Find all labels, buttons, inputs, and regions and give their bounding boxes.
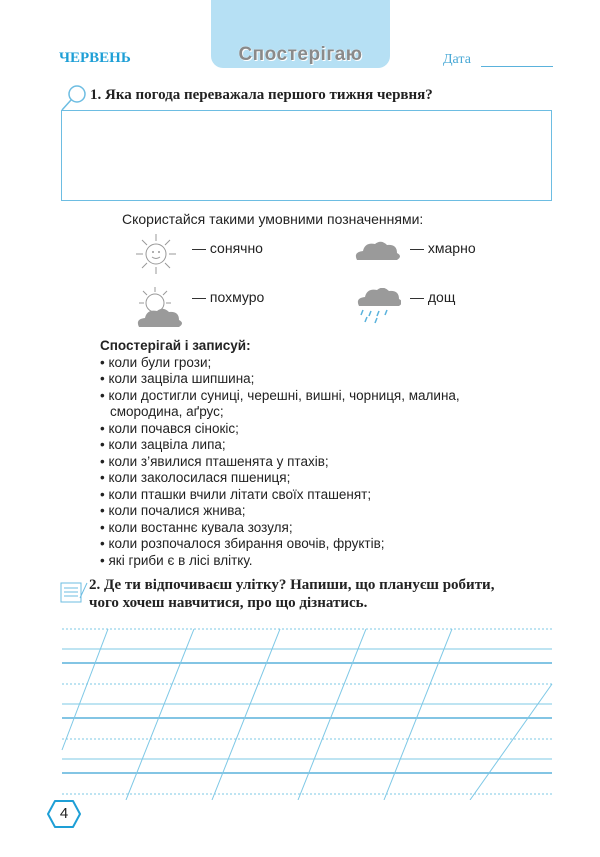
observation-list	[100, 338, 510, 569]
task2-question-line2: чого хочеш навчитися, про що дізнатись.	[89, 595, 368, 611]
date-field[interactable]	[481, 66, 553, 67]
legend-rain-label: — дощ	[410, 289, 456, 305]
list-item: • коли з’явилися пташенята у птахів;	[100, 453, 329, 469]
list-item: • які гриби є в лісі влітку.	[100, 552, 253, 568]
task2-question-line1: 2. Де ти відпочиваєш улітку? Напиши, що плануєш робити,	[89, 577, 495, 593]
list-item: • коли почалися жнива;	[100, 503, 246, 518]
list-item: • коли заколосилася пшениця;	[100, 470, 291, 485]
sun-icon	[135, 233, 177, 275]
list-item: • коли почався сінокіс;	[100, 420, 239, 436]
rain-icon	[355, 288, 401, 324]
legend-title: Скористайся такими умовними позначеннями:	[122, 211, 424, 227]
list-item: • коли були грози;	[100, 354, 212, 370]
legend-sunny-label: — сонячно	[192, 240, 263, 256]
date-label: Дата	[443, 52, 471, 67]
sun-cloud-icon	[135, 285, 183, 331]
section-title: Спостерігаю	[238, 44, 363, 65]
legend-overcast-label: — похмуро	[192, 289, 265, 305]
list-item: • коли пташки вчили літати своїх пташенят;	[100, 486, 372, 502]
page-number: 4	[59, 805, 69, 822]
cloud-icon	[353, 238, 403, 264]
answer-box[interactable]	[61, 110, 552, 201]
magnifier-icon	[60, 84, 88, 112]
list-item: • коли зацвіла шипшина;	[100, 371, 255, 386]
legend-cloudy-label: — хмарно	[410, 240, 476, 256]
task1-question: 1. Яка погода переважала першого тижня червня?	[90, 87, 433, 103]
list-item: • коли розпочалося збирання овочів, фруктів;	[100, 536, 385, 551]
observation-title: Спостерігай і записуй:	[100, 338, 251, 353]
list-item: • коли достигли суниці, черешні, вишні, чорниця, малина, смородина, аґрус;	[100, 387, 460, 419]
list-item: • коли востаннє кувала зозуля;	[100, 519, 293, 535]
notebook-pen-icon	[60, 580, 88, 604]
month-label: ЧЕРВЕНЬ	[59, 50, 131, 66]
writing-lines[interactable]	[0, 620, 600, 800]
list-item: • коли зацвіла липа;	[100, 437, 226, 452]
